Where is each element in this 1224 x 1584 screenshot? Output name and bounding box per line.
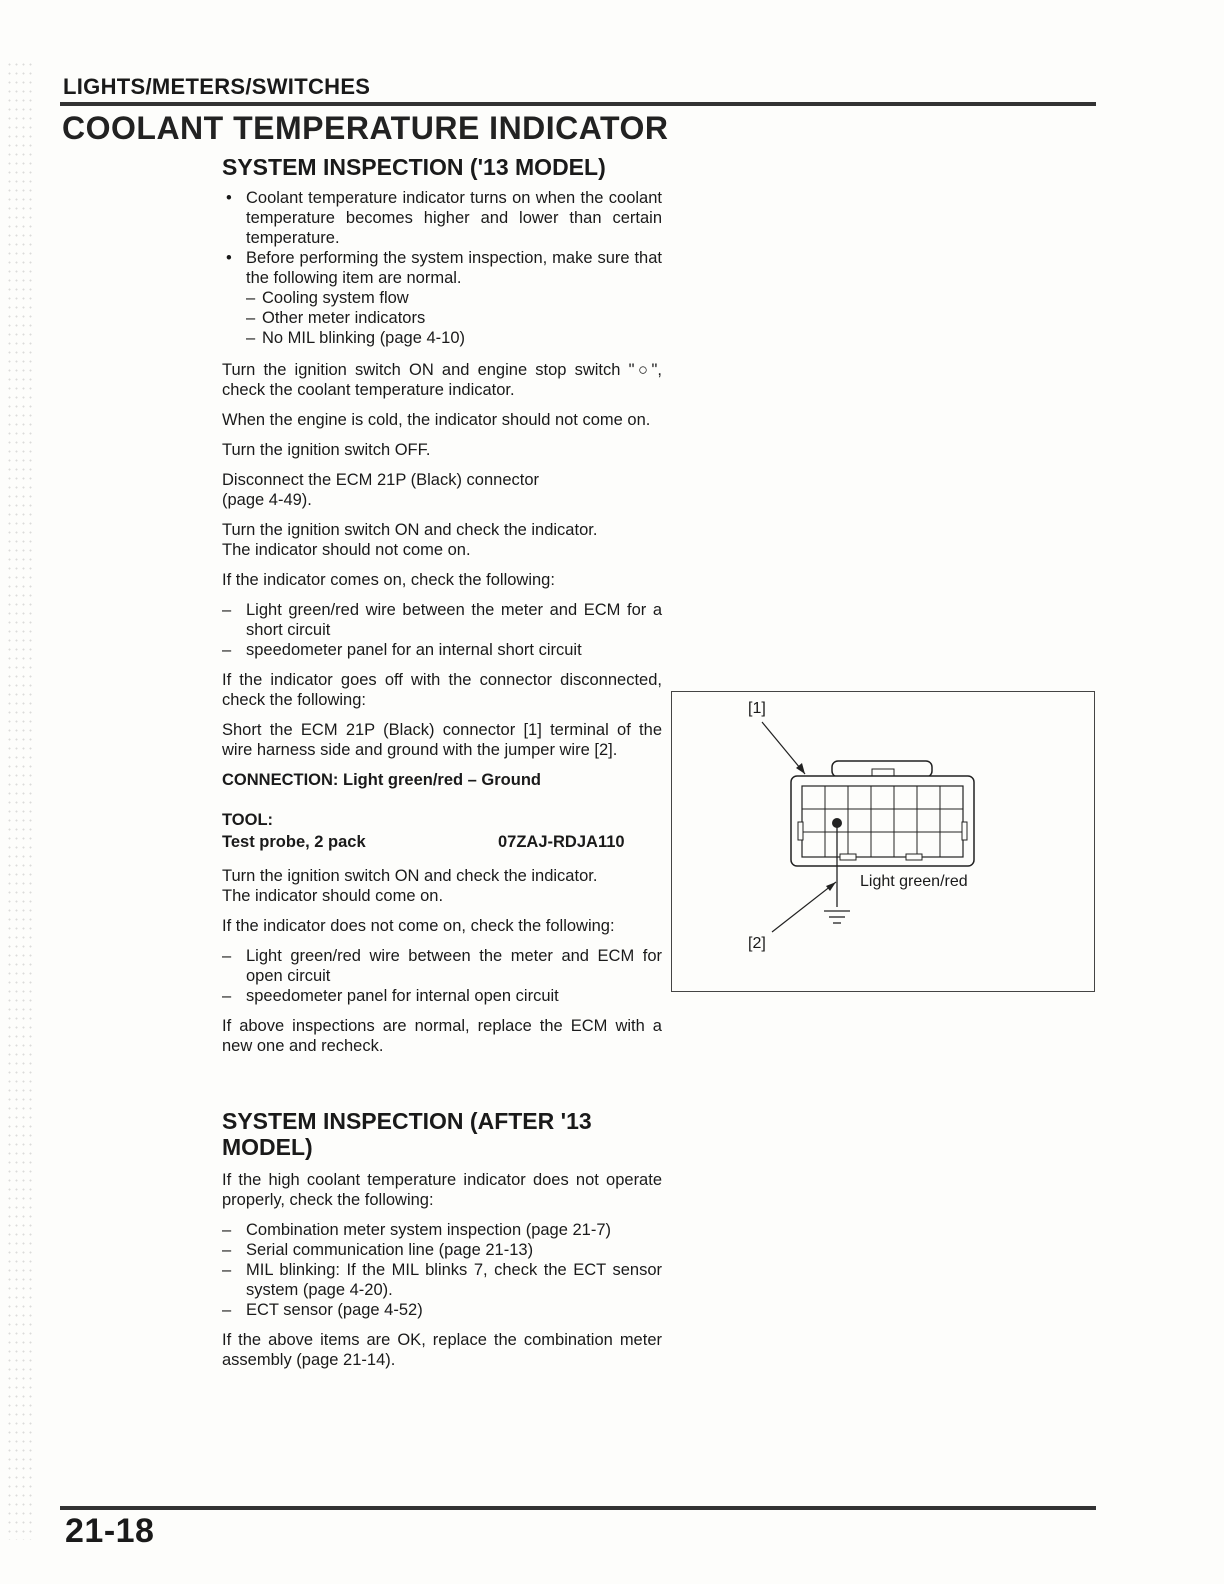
header-rule <box>60 102 1096 106</box>
list-item: – MIL blinking: If the MIL blinks 7, check the ECT sensor system (page 4-20). <box>222 1260 662 1300</box>
connection-spec: CONNECTION: Light green/red – Ground <box>222 771 542 789</box>
paragraph-line: Disconnect the ECM 21P (Black) connector <box>222 471 540 489</box>
footer-rule <box>60 1506 1096 1510</box>
section2-title: SYSTEM INSPECTION (AFTER '13 MODEL) <box>222 1108 592 1160</box>
callout-1-label: [1] <box>748 700 766 717</box>
paragraph-line: Turn the ignition switch ON and check the indicator. <box>222 521 598 539</box>
tool-number: 07ZAJ-RDJA110 <box>498 833 625 851</box>
tool-name: Test probe, 2 pack <box>222 833 366 851</box>
callout-2-label: [2] <box>748 935 766 952</box>
paragraph: If the high coolant temperature indicator does not operate properly, check the following: <box>222 1171 662 1209</box>
short-circuit-checklist <box>222 600 662 660</box>
paragraph <box>222 520 662 560</box>
paragraph: When the engine is cold, the indicator should not come on. <box>222 411 651 429</box>
wire-color-label: Light green/red <box>860 873 968 890</box>
tool-label: TOOL: <box>222 811 274 829</box>
list-item: – speedometer panel for an internal short circuit <box>222 640 662 660</box>
page-title: COOLANT TEMPERATURE INDICATOR <box>62 110 669 146</box>
paragraph: If the indicator does not come on, check the following: <box>222 917 615 935</box>
sub-item: – Cooling system flow <box>222 288 662 308</box>
paragraph: If the above items are OK, replace the combination meter assembly (page 21-14). <box>222 1331 662 1369</box>
paragraph: If above inspections are normal, replace the ECM with a new one and recheck. <box>222 1017 662 1055</box>
paragraph <box>222 470 662 510</box>
paragraph: If the indicator goes off with the connector disconnected, check the following: <box>222 671 662 709</box>
sub-item: – No MIL blinking (page 4-10) <box>222 328 662 348</box>
paragraph: Turn the ignition switch OFF. <box>222 441 431 459</box>
paragraph-line: Turn the ignition switch ON and check the indicator. <box>222 867 598 885</box>
tool-row <box>222 832 662 852</box>
section-header: LIGHTS/METERS/SWITCHES <box>63 74 371 99</box>
list-item: – ECT sensor (page 4-52) <box>222 1300 662 1320</box>
bullet-item: • Coolant temperature indicator turns on when the coolant temperature becomes higher and lower than certain temperature. <box>222 188 662 248</box>
section2-column <box>222 1108 662 1380</box>
paragraph-line: (page 4-49). <box>222 491 312 509</box>
paragraph: If the indicator comes on, check the following: <box>222 571 555 589</box>
connector-diagram <box>671 691 1095 992</box>
sub-item: – Other meter indicators <box>222 308 662 328</box>
list-item: – Combination meter system inspection (page 21-7) <box>222 1220 662 1240</box>
list-item: – speedometer panel for internal open circuit <box>222 986 662 1006</box>
paragraph: Turn the ignition switch ON and engine stop switch "○", check the coolant temperature indicator. <box>222 361 662 399</box>
section1-prereq-list <box>222 188 662 348</box>
paragraph <box>222 866 662 906</box>
page-number: 21-18 <box>65 1512 155 1550</box>
paragraph-line: The indicator should come on. <box>222 887 444 905</box>
section1-title: SYSTEM INSPECTION ('13 MODEL) <box>222 154 606 180</box>
list-item: – Light green/red wire between the meter and ECM for open circuit <box>222 946 662 986</box>
section1-column <box>222 154 662 1066</box>
list-item: – Light green/red wire between the meter and ECM for a short circuit <box>222 600 662 640</box>
bullet-item: • Before performing the system inspection, make sure that the following item are normal. <box>222 248 662 288</box>
scan-margin-artifact <box>6 60 36 1540</box>
section2-checklist <box>222 1220 662 1320</box>
paragraph: Short the ECM 21P (Black) connector [1] terminal of the wire harness side and ground with the jumper wire [2]. <box>222 721 662 759</box>
open-circuit-checklist <box>222 946 662 1006</box>
paragraph-line: The indicator should not come on. <box>222 541 471 559</box>
list-item: – Serial communication line (page 21-13) <box>222 1240 662 1260</box>
connector-illustration <box>672 692 1094 991</box>
